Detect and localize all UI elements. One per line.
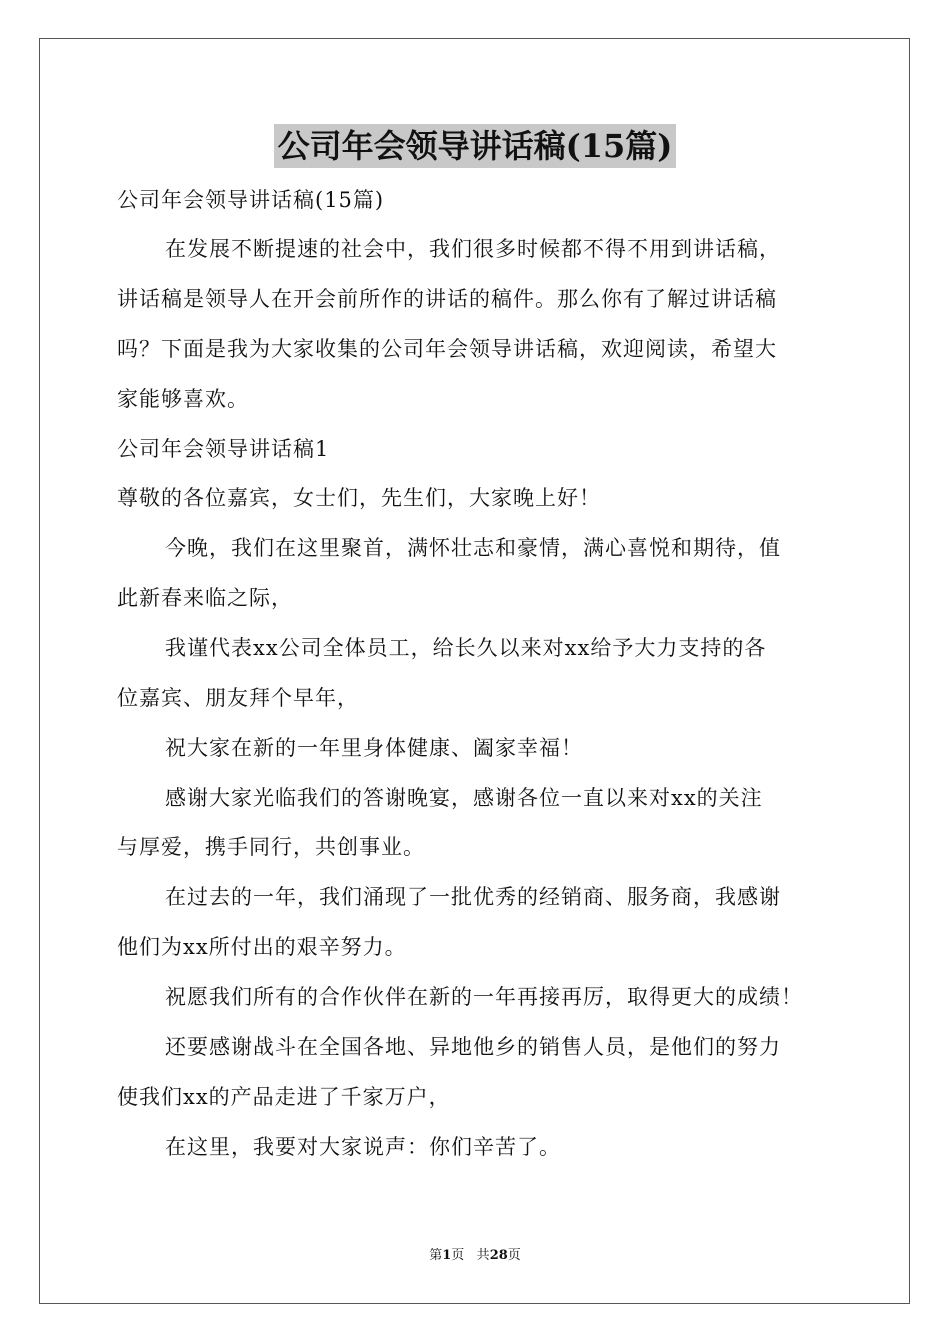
paragraph-line: 他们为xx所付出的艰辛努力。 (117, 935, 407, 959)
paragraph-line: 在过去的一年，我们涌现了一批优秀的经销商、服务商，我感谢 (165, 885, 781, 909)
page-border (39, 38, 910, 1304)
paragraph-line: 在这里，我要对大家说声：你们辛苦了。 (165, 1135, 561, 1159)
paragraph-line: 祝愿我们所有的合作伙伴在新的一年再接再厉，取得更大的成绩！ (165, 985, 803, 1009)
paragraph-line: 祝大家在新的一年里身体健康、阖家幸福！ (165, 736, 583, 760)
paragraph-line: 今晚，我们在这里聚首，满怀壮志和豪情，满心喜悦和期待，值 (165, 536, 781, 560)
footer-page-suffix: 页 (451, 1248, 465, 1263)
document-title-container (0, 124, 950, 168)
paragraph-line: 使我们xx的产品走进了千家万户， (117, 1085, 451, 1109)
document-title: 公司年会领导讲话稿(15篇) (274, 124, 677, 168)
paragraph-line: 讲话稿是领导人在开会前所作的讲话的稿件。那么你有了解过讲话稿 (117, 287, 777, 311)
paragraph-line: 还要感谢战斗在全国各地、异地他乡的销售人员，是他们的努力 (165, 1035, 781, 1059)
paragraph-line: 在发展不断提速的社会中，我们很多时候都不得不用到讲话稿， (165, 237, 781, 261)
paragraph-line: 此新春来临之际， (117, 586, 293, 610)
footer-total-prefix: 共 (476, 1248, 490, 1263)
footer-total-pages: 28 (489, 1248, 508, 1263)
paragraph-line: 感谢大家光临我们的答谢晚宴，感谢各位一直以来对xx的关注 (165, 786, 763, 810)
section-heading: 公司年会领导讲话稿1 (117, 437, 330, 461)
footer-total-suffix: 页 (507, 1248, 521, 1263)
paragraph-line: 位嘉宾、朋友拜个早年， (117, 686, 359, 710)
page-footer (0, 1248, 950, 1264)
paragraph-line: 我谨代表xx公司全体员工，给长久以来对xx给予大力支持的各 (165, 636, 767, 660)
subtitle-line: 公司年会领导讲话稿(15篇) (117, 188, 385, 212)
footer-page-number: 1 (442, 1248, 452, 1263)
paragraph-line: 吗？下面是我为大家收集的公司年会领导讲话稿，欢迎阅读，希望大 (117, 337, 777, 361)
paragraph-line: 与厚爱，携手同行，共创事业。 (117, 835, 425, 859)
paragraph-line: 家能够喜欢。 (117, 387, 249, 411)
paragraph-line: 尊敬的各位嘉宾，女士们，先生们，大家晚上好！ (117, 486, 601, 510)
footer-page-prefix: 第 (429, 1248, 443, 1263)
